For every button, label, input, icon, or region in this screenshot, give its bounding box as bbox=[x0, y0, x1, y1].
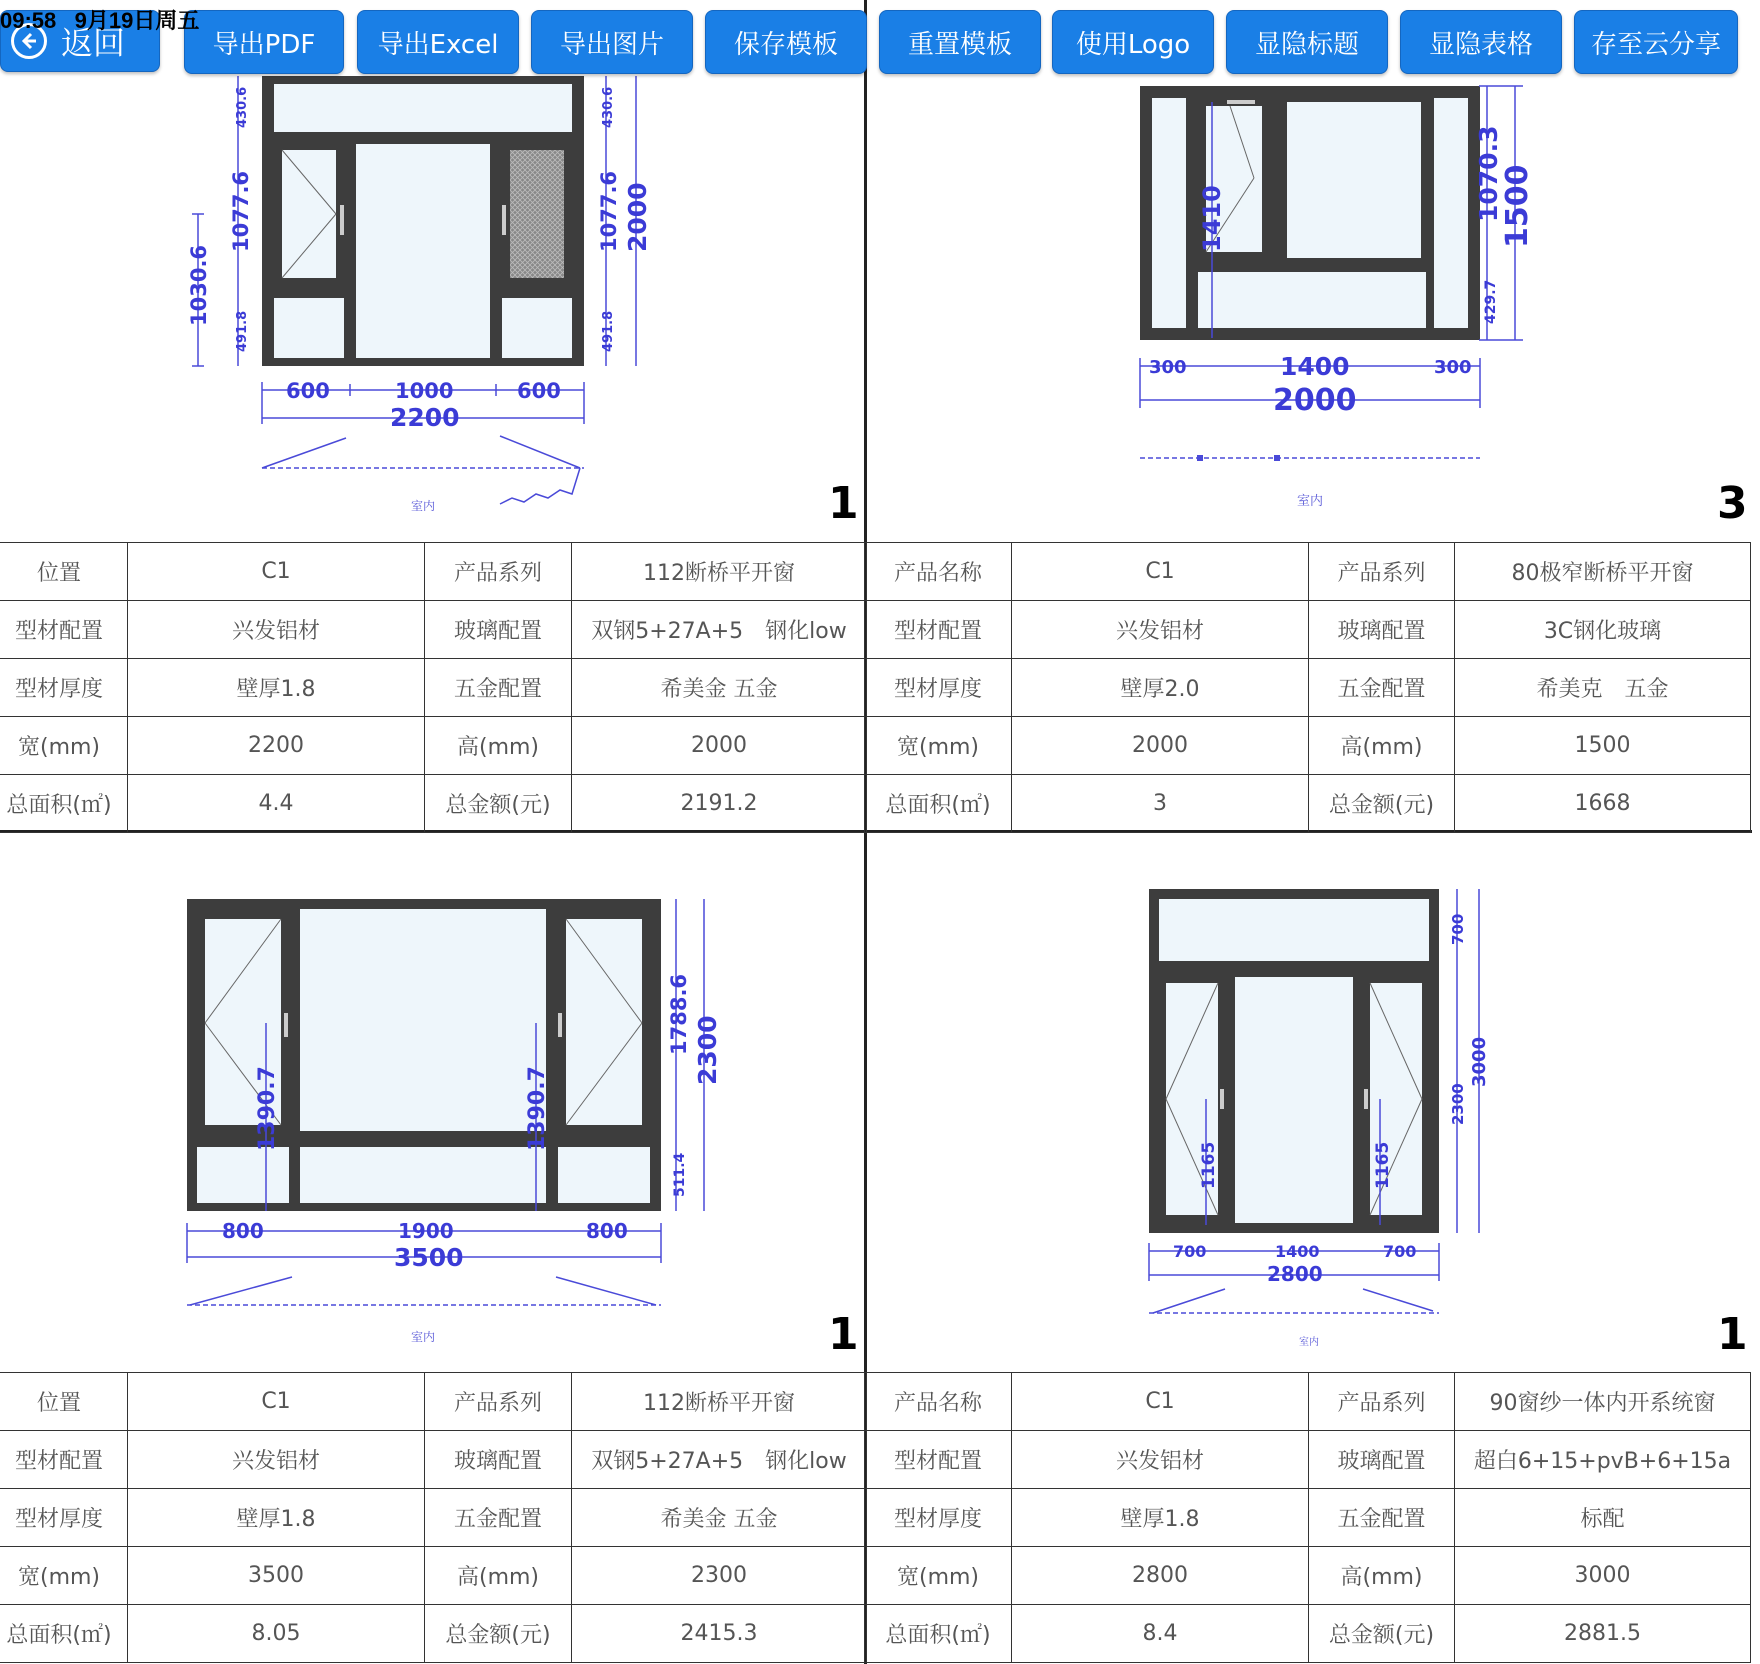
table-row bbox=[865, 717, 1751, 775]
sash-height-left: 1165 bbox=[1199, 1141, 1219, 1189]
spec-table bbox=[864, 542, 1751, 833]
window-drawing-1[interactable] bbox=[0, 0, 864, 540]
table-cell[interactable]: 壁厚1.8 bbox=[128, 659, 425, 717]
window-drawing-2[interactable] bbox=[867, 0, 1752, 540]
table-row bbox=[865, 1489, 1751, 1547]
mid-height: 1070.3 bbox=[1474, 125, 1503, 222]
table-cell: 型材厚度 bbox=[0, 1489, 128, 1547]
table-cell: 位置 bbox=[0, 1373, 128, 1431]
width-300-left: 300 bbox=[1149, 357, 1187, 378]
table-cell: 玻璃配置 bbox=[425, 1431, 572, 1489]
toolbar bbox=[0, 10, 1760, 76]
table-cell: 玻璃配置 bbox=[1309, 601, 1455, 659]
width-800-right: 800 bbox=[586, 1219, 628, 1243]
table-cell: 总金额(元) bbox=[425, 775, 572, 833]
table-cell[interactable]: 1668 bbox=[1455, 775, 1751, 833]
table-cell: 型材厚度 bbox=[865, 1489, 1012, 1547]
table-cell[interactable]: 兴发铝材 bbox=[1012, 1431, 1309, 1489]
table-cell[interactable]: 希美克 五金 bbox=[1455, 659, 1751, 717]
mid-height: 1788.6 bbox=[667, 973, 691, 1055]
spec-table bbox=[864, 1372, 1751, 1663]
table-cell[interactable]: 112断桥平开窗 bbox=[572, 543, 867, 601]
width-1000: 1000 bbox=[395, 379, 454, 403]
table-cell: 玻璃配置 bbox=[1309, 1431, 1455, 1489]
export-excel-button[interactable]: 导出Excel bbox=[357, 10, 519, 74]
quantity-label: 1 bbox=[828, 478, 859, 529]
spec-table bbox=[0, 542, 867, 833]
table-cell[interactable]: C1 bbox=[128, 1373, 425, 1431]
table-cell: 总面积(㎡) bbox=[865, 1605, 1012, 1663]
table-cell: 玻璃配置 bbox=[425, 601, 572, 659]
spec-table bbox=[0, 1372, 867, 1663]
table-row bbox=[0, 1431, 867, 1489]
window-card-1 bbox=[0, 0, 864, 830]
width-700-left: 700 bbox=[1173, 1242, 1207, 1261]
table-cell: 宽(mm) bbox=[0, 717, 128, 775]
mid-height: 2300 bbox=[1449, 1083, 1467, 1125]
export-image-button[interactable]: 导出图片 bbox=[531, 10, 693, 74]
table-cell: 宽(mm) bbox=[0, 1547, 128, 1605]
indoor-label: 室内 bbox=[411, 499, 436, 513]
save-template-button[interactable]: 保存模板 bbox=[705, 10, 867, 74]
table-cell: 总面积(㎡) bbox=[0, 1605, 128, 1663]
table-cell: 产品系列 bbox=[425, 543, 572, 601]
width-800-left: 800 bbox=[222, 1219, 264, 1243]
width-600-left: 600 bbox=[286, 379, 330, 403]
sash-height-right: 1165 bbox=[1373, 1141, 1393, 1189]
table-cell[interactable]: 4.4 bbox=[128, 775, 425, 833]
table-cell: 总金额(元) bbox=[1309, 1605, 1455, 1663]
quantity-label: 3 bbox=[1717, 478, 1748, 529]
quantity-label: 1 bbox=[1717, 1309, 1748, 1360]
width-total: 2000 bbox=[1273, 383, 1357, 418]
table-row bbox=[0, 1605, 867, 1663]
table-cell[interactable]: 壁厚1.8 bbox=[128, 1489, 425, 1547]
table-row bbox=[0, 601, 867, 659]
table-cell: 高(mm) bbox=[425, 1547, 572, 1605]
total-height: 3000 bbox=[1469, 1036, 1490, 1087]
table-row bbox=[0, 659, 867, 717]
table-cell[interactable]: 3500 bbox=[128, 1547, 425, 1605]
table-cell[interactable]: 1500 bbox=[1455, 717, 1751, 775]
table-cell[interactable]: C1 bbox=[1012, 543, 1309, 601]
table-cell[interactable]: 双钢5+27A+5 钢化low bbox=[572, 1431, 867, 1489]
width-1400: 1400 bbox=[1275, 1242, 1320, 1261]
use-logo-button[interactable]: 使用Logo bbox=[1052, 10, 1214, 74]
table-row bbox=[865, 543, 1751, 601]
bot-height-left: 491.8 bbox=[235, 310, 250, 352]
top-height: 700 bbox=[1449, 913, 1467, 945]
table-cell: 产品名称 bbox=[865, 1373, 1012, 1431]
status-date: 9月19日周五 bbox=[74, 8, 200, 33]
table-cell: 产品名称 bbox=[865, 543, 1012, 601]
table-row bbox=[0, 1373, 867, 1431]
table-cell[interactable]: 兴发铝材 bbox=[1012, 601, 1309, 659]
table-cell[interactable]: 兴发铝材 bbox=[128, 601, 425, 659]
table-cell[interactable]: C1 bbox=[1012, 1373, 1309, 1431]
table-cell[interactable]: 2881.5 bbox=[1455, 1605, 1751, 1663]
table-cell[interactable]: 2415.3 bbox=[572, 1605, 867, 1663]
table-cell[interactable]: 超白6+15+pvB+6+15a bbox=[1455, 1431, 1751, 1489]
save-to-cloud-button[interactable]: 存至云分享 bbox=[1574, 10, 1738, 74]
table-row bbox=[865, 1373, 1751, 1431]
table-cell: 总面积(㎡) bbox=[0, 775, 128, 833]
table-row bbox=[0, 543, 867, 601]
mid-height-left: 1077.6 bbox=[229, 170, 253, 252]
table-cell: 高(mm) bbox=[425, 717, 572, 775]
sash-height: 1410 bbox=[1198, 185, 1226, 252]
bot-height-right: 491.8 bbox=[601, 310, 616, 352]
table-row bbox=[0, 717, 867, 775]
table-row bbox=[865, 775, 1751, 833]
table-cell: 型材配置 bbox=[0, 1431, 128, 1489]
indoor-label: 室内 bbox=[1297, 494, 1324, 509]
table-row bbox=[865, 1605, 1751, 1663]
bot-height: 511.4 bbox=[672, 1152, 688, 1197]
table-cell: 型材厚度 bbox=[865, 659, 1012, 717]
table-cell: 产品系列 bbox=[1309, 1373, 1455, 1431]
mid-height-right: 1077.6 bbox=[597, 170, 621, 252]
table-cell: 位置 bbox=[0, 543, 128, 601]
table-cell[interactable]: 希美金 五金 bbox=[572, 1489, 867, 1547]
top-height-left: 430.6 bbox=[235, 86, 250, 128]
table-row bbox=[865, 601, 1751, 659]
table-cell[interactable]: 2300 bbox=[572, 1547, 867, 1605]
table-cell: 型材配置 bbox=[865, 1431, 1012, 1489]
table-cell[interactable]: 90窗纱一体内开系统窗 bbox=[1455, 1373, 1751, 1431]
status-time: 09:58 bbox=[0, 8, 57, 33]
table-cell: 高(mm) bbox=[1309, 1547, 1455, 1605]
table-row bbox=[865, 1431, 1751, 1489]
table-cell: 五金配置 bbox=[425, 659, 572, 717]
total-height: 2000 bbox=[623, 182, 652, 252]
width-1400: 1400 bbox=[1280, 352, 1350, 381]
table-cell[interactable]: 兴发铝材 bbox=[128, 1431, 425, 1489]
table-cell: 五金配置 bbox=[1309, 1489, 1455, 1547]
bot-height: 429.7 bbox=[1483, 279, 1499, 324]
table-cell[interactable]: 8.05 bbox=[128, 1605, 425, 1663]
window-card-2 bbox=[867, 0, 1752, 830]
table-cell[interactable]: 标配 bbox=[1455, 1489, 1751, 1547]
table-cell[interactable]: 希美金 五金 bbox=[572, 659, 867, 717]
table-cell[interactable]: 双钢5+27A+5 钢化low bbox=[572, 601, 867, 659]
table-cell[interactable]: 80极窄断桥平开窗 bbox=[1455, 543, 1751, 601]
table-cell[interactable]: 2000 bbox=[572, 717, 867, 775]
quantity-label: 1 bbox=[828, 1309, 859, 1360]
width-total: 2200 bbox=[390, 403, 460, 432]
table-cell: 总面积(㎡) bbox=[865, 775, 1012, 833]
table-row bbox=[0, 1547, 867, 1605]
table-cell[interactable]: 2000 bbox=[1012, 717, 1309, 775]
top-height-right: 430.6 bbox=[601, 86, 616, 128]
total-height: 1500 bbox=[1500, 164, 1535, 248]
total-height: 2300 bbox=[693, 1015, 722, 1085]
table-cell: 产品系列 bbox=[425, 1373, 572, 1431]
width-1900: 1900 bbox=[398, 1219, 454, 1243]
table-cell[interactable]: C1 bbox=[128, 543, 425, 601]
table-cell[interactable]: 壁厚2.0 bbox=[1012, 659, 1309, 717]
table-cell: 型材配置 bbox=[0, 601, 128, 659]
table-cell: 产品系列 bbox=[1309, 543, 1455, 601]
table-cell: 总金额(元) bbox=[1309, 775, 1455, 833]
table-row bbox=[0, 775, 867, 833]
toggle-title-button[interactable]: 显隐标题 bbox=[1226, 10, 1388, 74]
left-height: 1030.6 bbox=[187, 244, 211, 326]
window-card-4 bbox=[867, 833, 1752, 1664]
table-row bbox=[0, 1489, 867, 1547]
table-cell[interactable]: 2800 bbox=[1012, 1547, 1309, 1605]
table-cell[interactable]: 3C钢化玻璃 bbox=[1455, 601, 1751, 659]
sash-height-left: 1390.7 bbox=[255, 1066, 280, 1151]
table-cell: 宽(mm) bbox=[865, 1547, 1012, 1605]
table-row bbox=[865, 1547, 1751, 1605]
width-700-right: 700 bbox=[1383, 1242, 1417, 1261]
width-300-right: 300 bbox=[1434, 357, 1472, 378]
table-cell: 型材厚度 bbox=[0, 659, 128, 717]
table-cell[interactable]: 2191.2 bbox=[572, 775, 867, 833]
width-total: 3500 bbox=[394, 1243, 464, 1272]
back-label: 返回 bbox=[61, 24, 126, 62]
table-cell: 五金配置 bbox=[425, 1489, 572, 1547]
export-pdf-button[interactable]: 导出PDF bbox=[184, 10, 344, 74]
status-bar bbox=[0, 4, 199, 35]
table-cell: 宽(mm) bbox=[865, 717, 1012, 775]
table-cell[interactable]: 2200 bbox=[128, 717, 425, 775]
window-drawing-4[interactable] bbox=[867, 833, 1752, 1373]
reset-template-button[interactable]: 重置模板 bbox=[879, 10, 1041, 74]
window-card-3 bbox=[0, 833, 864, 1664]
table-cell[interactable]: 8.4 bbox=[1012, 1605, 1309, 1663]
table-row bbox=[865, 659, 1751, 717]
window-drawing-3[interactable] bbox=[0, 833, 864, 1373]
width-600-right: 600 bbox=[517, 379, 561, 403]
indoor-label: 室内 bbox=[411, 1330, 436, 1344]
table-cell: 型材配置 bbox=[865, 601, 1012, 659]
table-cell[interactable]: 3 bbox=[1012, 775, 1309, 833]
table-cell[interactable]: 3000 bbox=[1455, 1547, 1751, 1605]
table-cell[interactable]: 壁厚1.8 bbox=[1012, 1489, 1309, 1547]
table-cell: 总金额(元) bbox=[425, 1605, 572, 1663]
table-cell: 五金配置 bbox=[1309, 659, 1455, 717]
toggle-table-button[interactable]: 显隐表格 bbox=[1400, 10, 1562, 74]
table-cell: 高(mm) bbox=[1309, 717, 1455, 775]
table-cell[interactable]: 112断桥平开窗 bbox=[572, 1373, 867, 1431]
width-total: 2800 bbox=[1267, 1262, 1323, 1286]
sash-height-right: 1390.7 bbox=[525, 1066, 550, 1151]
indoor-label: 室内 bbox=[1299, 1337, 1319, 1348]
